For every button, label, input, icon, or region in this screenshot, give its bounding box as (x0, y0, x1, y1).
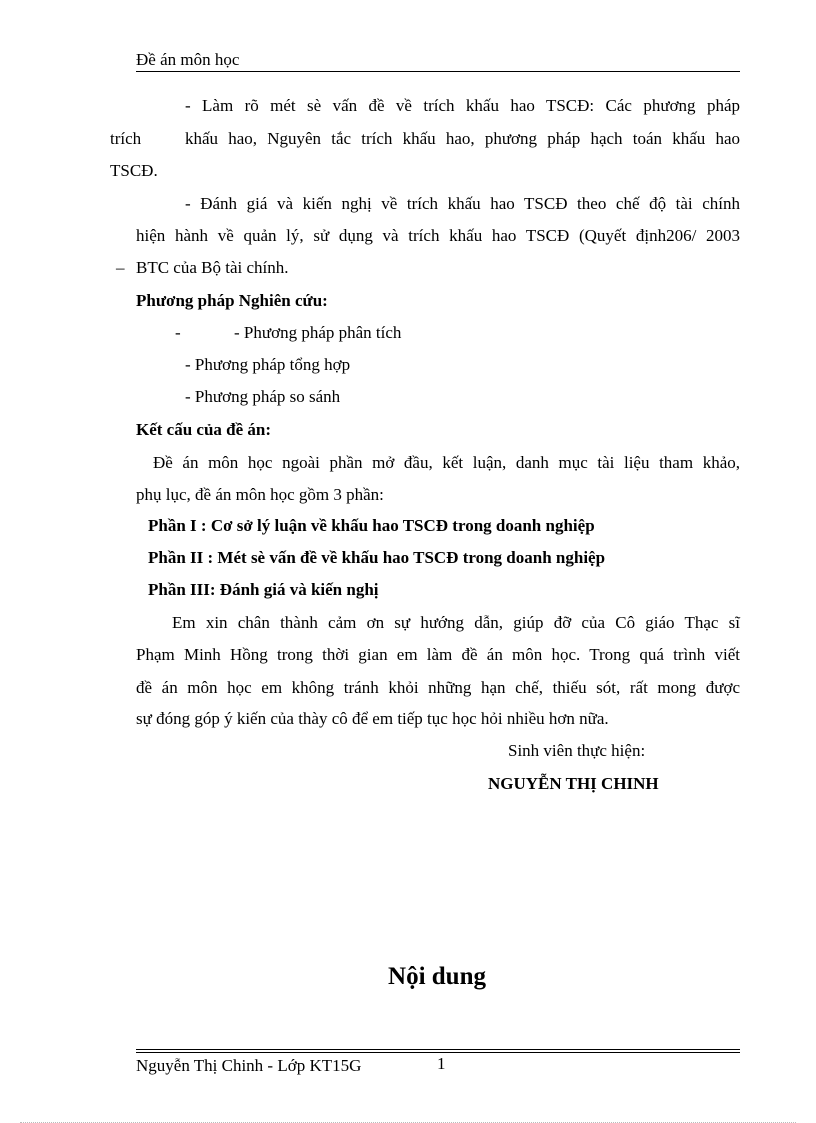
para-line: - Làm rõ mét sè vấn đề về trích khấu hao TSCĐ: Các phương pháp (185, 96, 740, 115)
para-line: sự đóng góp ý kiến của thày cô để em tiếp tục học hỏi nhiều hơn nữa. (136, 709, 609, 728)
para-line: trích (110, 129, 142, 148)
signature-label: Sinh viên thực hiện: (508, 741, 646, 760)
para-dash: – (116, 258, 125, 277)
page-header: Đề án môn học (136, 50, 240, 69)
para-line: đề án môn học em không tránh khỏi những hạn chế, thiếu sót, rất mong được (136, 678, 740, 697)
para-line: Đề án môn học ngoài phần mở đầu, kết luận, danh mục tài liệu tham khảo, (153, 453, 740, 472)
para-line: hiện hành về quản lý, sử dụng và trích khấu hao TSCĐ (Quyết định206/ 2003 (136, 226, 740, 245)
para-line: khấu hao, Nguyên tắc trích khấu hao, phương pháp hạch toán khấu hao (185, 129, 740, 148)
footer-rule (136, 1052, 740, 1053)
part-item: Phần III: Đánh giá và kiến nghị (148, 580, 379, 599)
footer-author: Nguyễn Thị Chinh - Lớp KT15G (136, 1056, 362, 1075)
para-line: Phạm Minh Hồng trong thời gian em làm đề án môn học. Trong quá trình viết (136, 645, 740, 664)
header-rule (136, 71, 740, 72)
para-line: phụ lục, đề án môn học gồm 3 phần: (136, 485, 384, 504)
signature-name: NGUYỄN THỊ CHINH (488, 774, 659, 793)
para-line: - Đánh giá và kiến nghị về trích khấu hao TSCĐ theo chế độ tài chính (185, 194, 740, 213)
para-line: TSCĐ. (110, 161, 158, 180)
list-item: - Phương pháp so sánh (185, 387, 341, 406)
footer-rule (136, 1049, 740, 1050)
part-item: Phần I : Cơ sở lý luận về khấu hao TSCĐ trong doanh nghiệp (148, 516, 595, 535)
list-bullet: - (175, 323, 181, 342)
para-line: Em xin chân thành cảm ơn sự hướng dẫn, giúp đỡ của Cô giáo Thạc sĩ (172, 613, 740, 632)
part-item: Phần II : Mét sè vấn đề về khấu hao TSCĐ trong doanh nghiệp (148, 548, 606, 567)
section-title: Nội dung (388, 963, 486, 990)
list-item: - Phương pháp phân tích (234, 323, 402, 342)
methods-heading: Phương pháp Nghiên cứu: (136, 291, 328, 310)
structure-heading: Kết cấu của đề án: (136, 420, 272, 439)
para-line: BTC của Bộ tài chính. (136, 258, 289, 277)
list-item: - Phương pháp tổng hợp (185, 355, 351, 374)
page-number: 1 (437, 1054, 446, 1073)
